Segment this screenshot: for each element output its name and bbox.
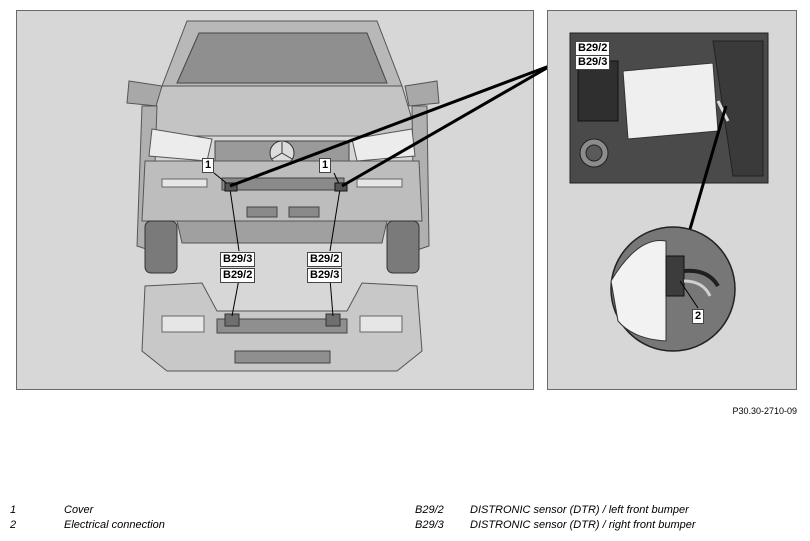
legend-text: Cover [64, 504, 94, 516]
callout-cover-left: 1 [202, 158, 214, 173]
vehicle-front-illustration [17, 11, 534, 390]
legend-key: 1 [10, 504, 17, 516]
main-illustration-panel [16, 10, 534, 390]
legend-text: DISTRONIC sensor (DTR) / right front bumper [470, 519, 696, 531]
callout-detail-top-1: B29/2 [575, 41, 610, 56]
callout-car-left-bottom: B29/2 [220, 268, 255, 283]
callout-electrical-connection: 2 [692, 309, 704, 324]
callout-car-right-top: B29/2 [307, 252, 342, 267]
legend-text: DISTRONIC sensor (DTR) / left front bumper [470, 504, 689, 516]
legend-key: B29/3 [415, 519, 444, 531]
legend-text: Electrical connection [64, 519, 165, 531]
figure-reference: P30.30-2710-09 [732, 406, 797, 416]
left-cover [225, 183, 237, 191]
callout-cover-right: 1 [319, 158, 331, 173]
callout-detail-top-2: B29/3 [575, 55, 610, 70]
legend-key: 2 [10, 519, 17, 531]
right-cover [335, 183, 347, 191]
callout-car-left-top: B29/3 [220, 252, 255, 267]
callout-car-right-bottom: B29/3 [307, 268, 342, 283]
detail-illustration-panel [547, 10, 797, 390]
legend-key: B29/2 [415, 504, 444, 516]
